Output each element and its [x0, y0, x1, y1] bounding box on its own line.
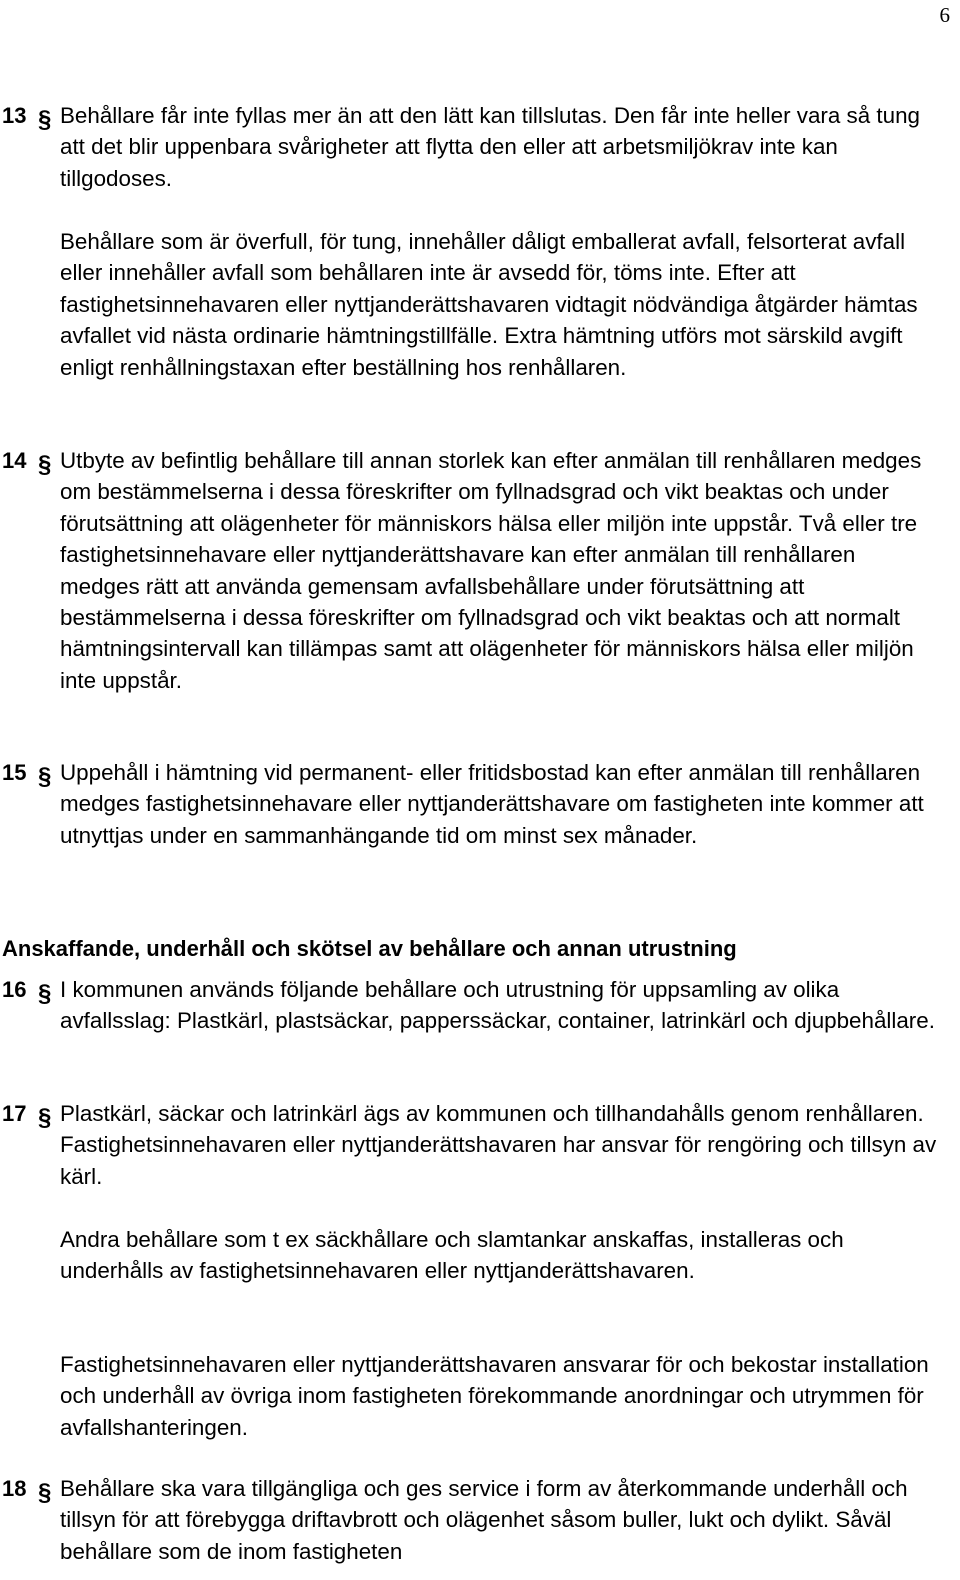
page-number: 6 [939, 3, 950, 27]
svg-text:§: § [38, 1104, 52, 1129]
paragraph-sign-icon [37, 762, 53, 788]
section-number: 17 [2, 1101, 27, 1126]
paragraph: Andra behållare som t ex säckhållare och slamtankar anskaffas, installeras och underhålls av fastighetsinnehavaren eller nyttjanderättshavaren. [60, 1227, 844, 1284]
paragraph: Plastkärl, säckar och latrinkärl ägs av kommunen och tillhandahålls genom renhållaren. Fastighetsinnehavaren eller nyttjanderättshavaren har ansvar för rengöring och tillsyn av kärl. [60, 1101, 937, 1189]
svg-text:§: § [38, 451, 52, 476]
paragraph: Uppehåll i hämtning vid permanent- eller fritidsbostad kan efter anmälan till renhållaren medges fastighetsinnehavare eller nyttjanderättshavare om fastigheten inte kommer att utnyttjas under en sammanhängande tid om minst sex månader. [60, 760, 924, 848]
section-number: 16 [2, 977, 27, 1002]
paragraph-sign-icon [37, 1478, 53, 1504]
svg-text:§: § [38, 763, 52, 788]
paragraph: I kommunen används följande behållare och utrustning för uppsamling av olika avfallsslag: Plastkärl, plastsäckar, papperssäckar, container, latrinkärl och djupbehållare. [60, 977, 935, 1034]
paragraph-sign-icon [37, 105, 53, 131]
paragraph: Utbyte av befintlig behållare till annan storlek kan efter anmälan till renhållaren medges om bestämmelserna i dessa föreskrifter om fyllnadsgrad och vikt beaktas och under förutsättning att olägenheter för människors hälsa eller miljön inte uppstår. Två eller tre fastighetsinnehavare eller nyttjanderättshavare kan efter anmälan till renhållaren medges rätt att använda gemensam avfallsbehållare under förutsättning att bestämmelserna i dessa föreskrifter om fyllnadsgrad och vikt beaktas och att normalt hämtningsintervall kan tillämpas samt att olägenheter för människors hälsa eller miljön inte uppstår. [60, 448, 922, 693]
svg-text:§: § [38, 1479, 52, 1504]
paragraph-sign-icon [37, 979, 53, 1005]
section-number: 18 [2, 1476, 27, 1501]
paragraph-sign-icon [37, 1103, 53, 1129]
section-number: 14 [2, 448, 27, 473]
paragraph: Behållare som är överfull, för tung, innehåller dåligt emballerat avfall, felsorterat avfall eller innehåller avfall som behållaren inte är avsedd för, töms inte. Efter att fastighetsinnehavaren eller nyttjanderättshavaren vidtagit nödvändiga åtgärder hämtas avfallet vid nästa ordinarie hämtningstillfälle. Extra hämtning utförs mot särskild avgift enligt renhållningstaxan efter beställning hos renhållaren. [60, 229, 918, 380]
section-heading: Anskaffande, underhåll och skötsel av behållare och annan utrustning [2, 936, 737, 961]
paragraph: Fastighetsinnehavaren eller nyttjanderättshavaren ansvarar för och bekostar installation och underhåll av övriga inom fastigheten förekommande anordningar och utrymmen för avfallshanteringen. [60, 1352, 929, 1440]
paragraph: Behållare ska vara tillgängliga och ges service i form av återkommande underhåll och tillsyn för att förebygga driftavbrott och olägenhet såsom buller, lukt och dylikt. Såväl behållare som de inom fastigheten [60, 1476, 908, 1564]
svg-text:§: § [38, 980, 52, 1005]
section-number: 13 [2, 103, 27, 128]
section-number: 15 [2, 760, 27, 785]
paragraph: Behållare får inte fyllas mer än att den lätt kan tillslutas. Den får inte heller vara så tung att det blir uppenbara svårigheter att flytta den eller att arbetsmiljökrav inte kan tillgodoses. [60, 103, 920, 191]
svg-text:§: § [38, 106, 52, 131]
paragraph-sign-icon [37, 450, 53, 476]
